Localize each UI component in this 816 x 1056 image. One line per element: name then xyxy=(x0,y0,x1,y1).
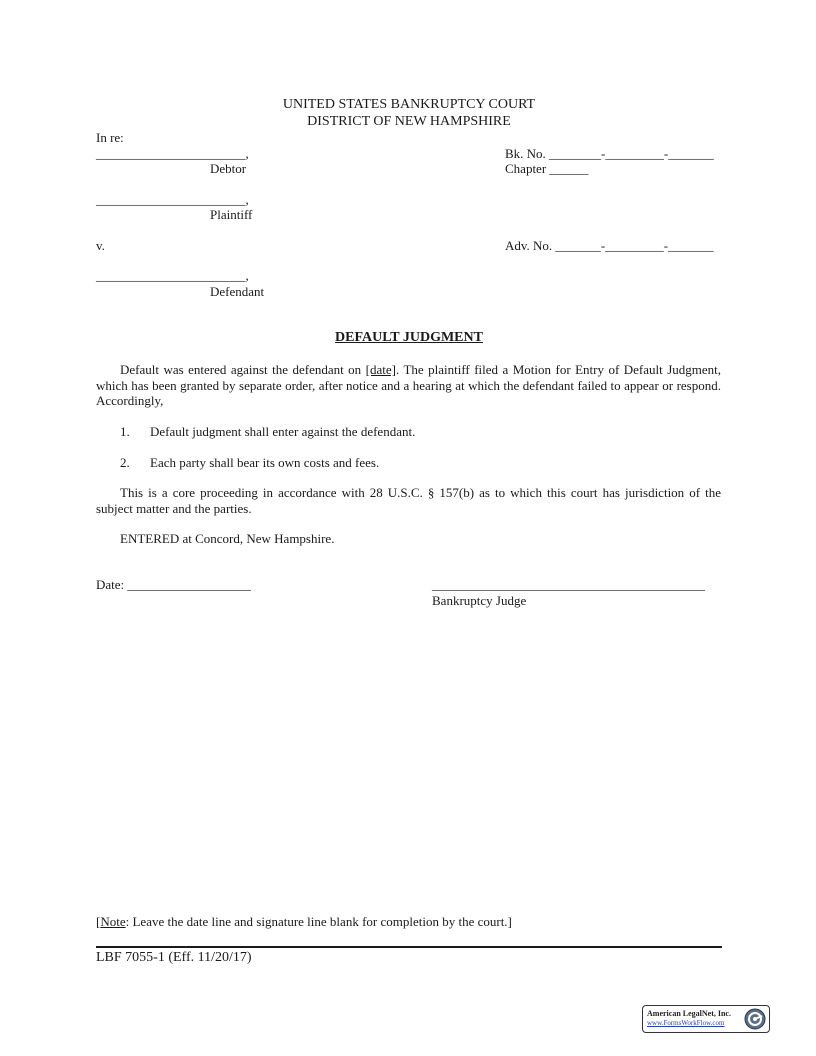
note-bracket: [ xyxy=(96,914,101,929)
date-placeholder: [date] xyxy=(365,362,396,377)
defendant-blank-line: _______________________, xyxy=(96,268,249,283)
footer-divider xyxy=(96,946,722,948)
list-item-number: 1. xyxy=(120,424,130,439)
publisher-badge[interactable] xyxy=(642,1005,770,1033)
court-district: DISTRICT OF NEW HAMPSHIRE xyxy=(307,114,511,129)
form-identifier: LBF 7055-1 (Eff. 11/20/17) xyxy=(96,950,252,965)
judge-signature-line: __________________________________________ xyxy=(432,577,705,592)
judge-label: Bankruptcy Judge xyxy=(432,593,527,608)
versus-label: v. xyxy=(96,238,105,253)
publisher-name: American LegalNet, Inc. xyxy=(647,1009,731,1018)
list-item: Default judgment shall enter against the defendant. xyxy=(150,424,416,439)
publisher-url[interactable]: www.FormsWorkFlow.com xyxy=(647,1019,725,1027)
adversary-number-field: Adv. No. _______-_________-_______ xyxy=(505,238,714,253)
default-paragraph xyxy=(96,362,721,409)
paragraph-text: . The plaintiff filed a Motion for Entry of Default Judgment, which has been granted by separate order, after notice and a hearing at which the defendant failed to appear or respond. Accordingly, xyxy=(96,362,721,408)
list-item: Each party shall bear its own costs and fees. xyxy=(150,455,380,470)
in-re-label: In re: xyxy=(96,130,124,145)
defendant-label: Defendant xyxy=(210,284,265,299)
chapter-field: Chapter ______ xyxy=(505,161,589,176)
bankruptcy-number-field: Bk. No. ________-_________-_______ xyxy=(505,146,714,161)
completion-note xyxy=(96,914,512,929)
court-name: UNITED STATES BANKRUPTCY COURT xyxy=(282,97,536,112)
debtor-blank-line: _______________________, xyxy=(96,146,249,161)
globe-icon xyxy=(743,1007,767,1031)
document-heading: DEFAULT JUDGMENT xyxy=(335,330,483,345)
date-signature-line: Date: ___________________ xyxy=(96,577,251,592)
paragraph-text: Default was entered against the defendant on xyxy=(120,362,366,377)
note-text: : Leave the date line and signature line blank for completion by the court.] xyxy=(125,914,512,929)
plaintiff-blank-line: _______________________, xyxy=(96,192,249,207)
plaintiff-label: Plaintiff xyxy=(210,207,253,222)
entered-line: ENTERED at Concord, New Hampshire. xyxy=(120,531,335,546)
core-proceeding-paragraph: This is a core proceeding in accordance with 28 U.S.C. § 157(b) as to which this court has jurisdiction of the subject matter and the parties. xyxy=(96,485,721,516)
note-label: Note xyxy=(100,914,126,929)
debtor-label: Debtor xyxy=(210,161,247,176)
list-item-number: 2. xyxy=(120,455,130,470)
